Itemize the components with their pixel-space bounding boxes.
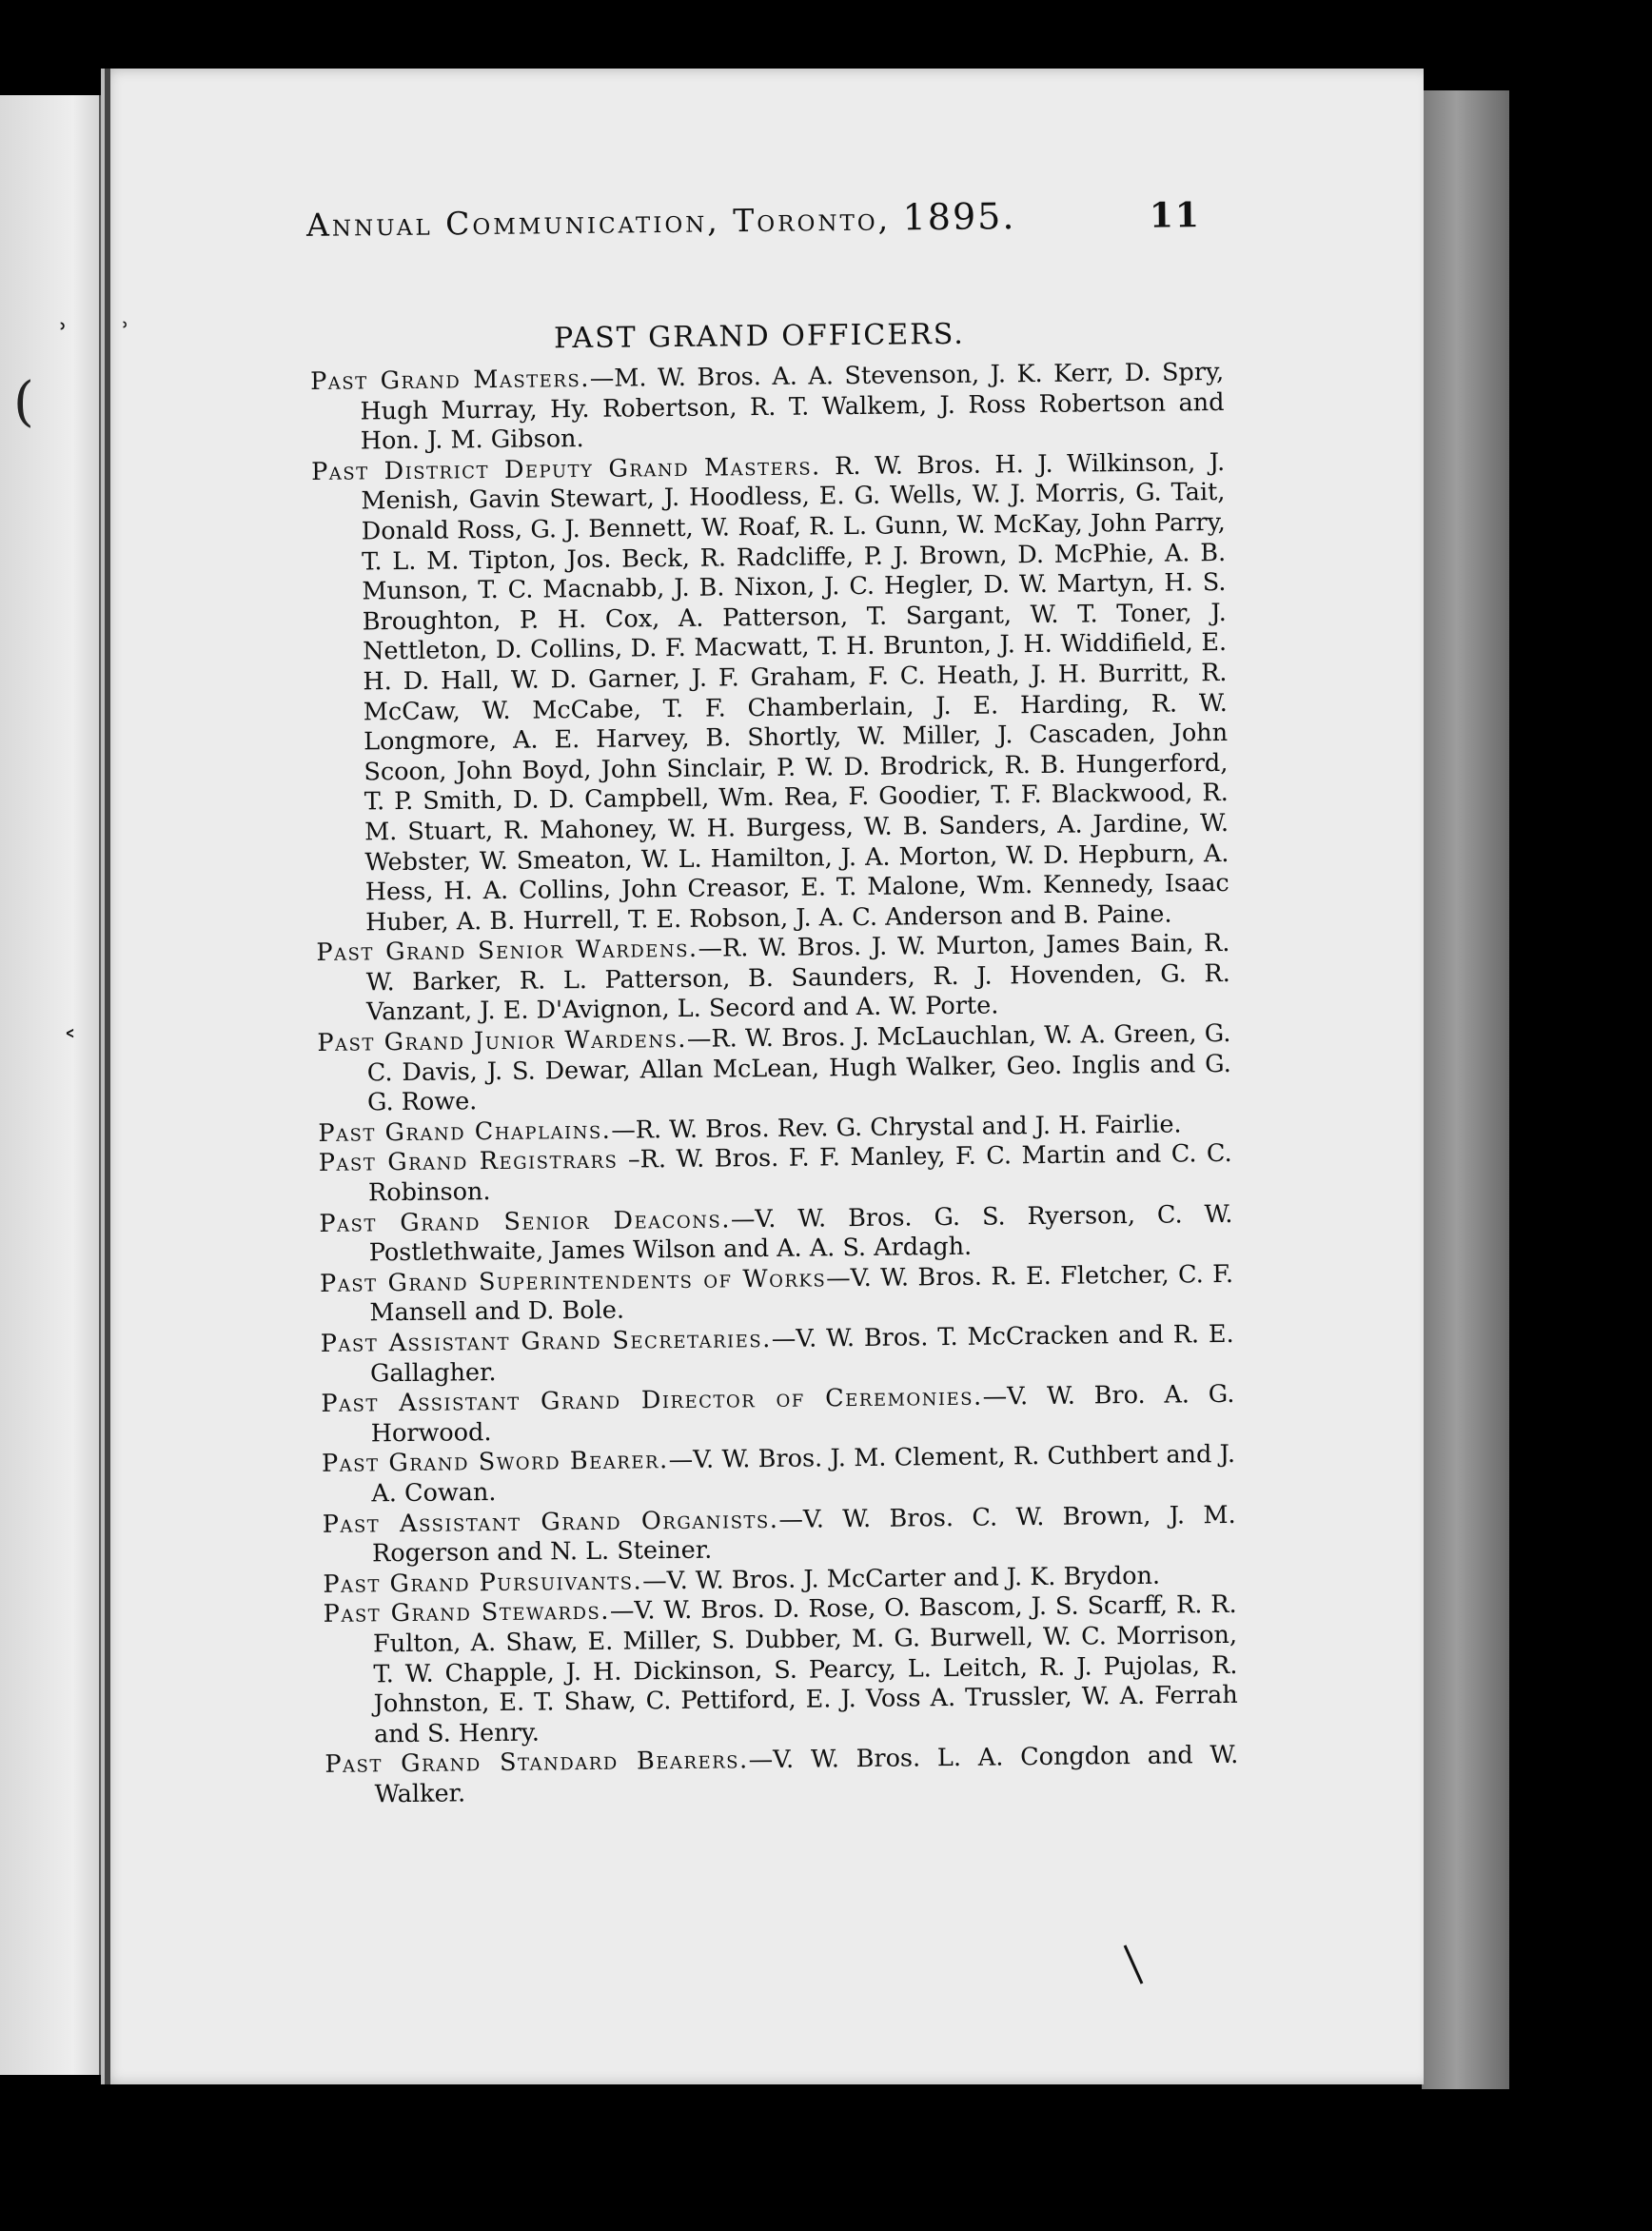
list-item (321, 1380, 1235, 1450)
list-item (310, 447, 1229, 938)
entry-text: —V. W. Bros. R. E. Fletcher, C. F. Mansell and D. Bole. (369, 1259, 1234, 1328)
entry-label: Past Grand Standard Bearers. (324, 1746, 749, 1780)
entry-label: Past Grand Senior Wardens. (316, 935, 698, 968)
margin-mark: ˒ (122, 312, 129, 341)
list-item (319, 1259, 1234, 1330)
entry-label: Past Assistant Grand Organists. (322, 1505, 779, 1539)
list-item (317, 1018, 1231, 1118)
entry-label: Past Grand Sword Bearer. (321, 1446, 669, 1479)
list-item (319, 1199, 1233, 1270)
section-title: PAST GRAND OFFICERS. (553, 317, 965, 356)
entry-label: Past Grand Stewards. (323, 1597, 611, 1629)
entry-label: Past Grand Senior Deacons. (319, 1205, 732, 1238)
entry-text: —V. W. Bros. T. McCracken and R. E. Gallagher. (369, 1319, 1234, 1388)
list-item (322, 1500, 1237, 1570)
list-item (323, 1590, 1239, 1749)
entry-text: —V. W. Bros. G. S. Ryerson, C. W. Postlethwaite, James Wilson and A. A. S. Ardagh. (368, 1199, 1233, 1268)
officers-list (310, 358, 1239, 1810)
list-item (310, 357, 1225, 457)
entry-text: —M. W. Bros. A. A. Stevenson, J. K. Kerr, D. Spry, Hugh Murray, Hy. Robertson, R. T. Walkem, J. Ross Robertson and Hon. J. M. Gibson. (360, 357, 1225, 456)
entry-text: —R. W. Bros. J. W. Murton, James Bain, R. W. Barker, R. L. Patterson, B. Saunders, R. J. Hovenden, G. R. Vanzant, J. E. D'Avignon, L. Secord and A. W. Porte. (365, 929, 1230, 1027)
entry-label: Past District Deputy Grand Masters. (310, 452, 821, 486)
entry-label: Past Assistant Grand Director of Ceremonies. (321, 1382, 983, 1419)
entry-label: Past Grand Superintendents of Works (319, 1264, 827, 1298)
entry-text: —V. W. Bros. J. McCarter and J. K. Brydon. (641, 1561, 1161, 1596)
entry-label: Past Grand Masters. (310, 364, 591, 396)
margin-mark: ˒ (59, 311, 69, 345)
list-item (320, 1319, 1235, 1390)
list-item (324, 1741, 1239, 1810)
margin-mark: ˂ (63, 1027, 77, 1060)
header-year: 1895. (902, 195, 1016, 239)
entry-text: –R. W. Bros. F. F. Manley, F. C. Martin and C. C. Robinson. (367, 1139, 1232, 1208)
entry-text: —V. W. Bros. D. Rose, O. Bascom, J. S. Scarff, R. R. Fulton, A. Shaw, E. Miller, S. Dubber, M. G. Burwell, W. C. Morrison, T. W. Chapple, J. H. Dickinson, S. Pearcy, L. Leitch, R. J. Pujolas, R. Johnston, E. T. Shaw, C. Pettiford, E. J. Voss A. Trussler, W. A. Ferrah and S. Henry. (372, 1590, 1238, 1749)
list-item (318, 1139, 1233, 1209)
margin-bracket: ( (13, 371, 34, 433)
list-item (316, 929, 1230, 1028)
entry-label: Past Assistant Grand Secretaries. (320, 1324, 772, 1358)
entry-text: —V. W. Bros. J. M. Clement, R. Cuthbert and J. A. Cowan. (371, 1440, 1236, 1509)
entry-text: —V. W. Bro. A. G. Horwood. (370, 1380, 1235, 1449)
entry-text: —V. W. Bros. L. A. Congdon and W. Walker. (374, 1741, 1239, 1809)
entry-label: Past Grand Registrars (318, 1146, 619, 1178)
entry-text: —R. W. Bros. J. McLauchlan, W. A. Green, G. C. Davis, J. S. Dewar, Allan McLean, Hugh Walker, Geo. Inglis and G. G. Rowe. (366, 1018, 1231, 1117)
entry-label: Past Grand Pursuivants. (323, 1567, 643, 1599)
page-stack-edge (1422, 90, 1509, 2089)
entry-text: —V. W. Bros. C. W. Brown, J. M. Rogerson and N. L. Steiner. (371, 1500, 1236, 1569)
stray-pen-mark (1121, 1942, 1150, 1989)
list-item (321, 1440, 1236, 1510)
gutter-shadow (105, 69, 110, 2084)
page-number: 11 (1149, 195, 1202, 236)
entry-label: Past Grand Junior Wardens. (317, 1024, 688, 1058)
entry-text: R. W. Bros. H. J. Wilkinson, J. Menish, Gavin Stewart, J. Hoodless, E. G. Wells, W. J. Morris, G. Tait, Donald Ross, G. J. Bennett, W. Roaf, R. L. Gunn, W. McKay, John Parry, T. L. M. Tipton, Jos. Beck, R. Radcliffe, P. J. Brown, D. McPhie, A. B. Munson, T. C. Macnabb, J. B. Nixon, J. C. Hegler, D. W. Martyn, H. S. Broughton, P. H. Cox, A. Patterson, T. Sargant, W. T. Toner, J. Nettleton, D. Collins, D. F. Macwatt, T. H. Brunton, J. H. Widdifield, E. H. D. Hall, W. D. Garner, J. F. Graham, F. C. Heath, J. H. Burritt, R. McCaw, W. McCabe, T. F. Chamberlain, J. E. Harding, R. W. Longmore, A. E. Harvey, B. Shortly, W. Miller, J. Cascaden, John Scoon, John Boyd, John Sinclair, P. W. D. Brodrick, R. B. Hungerford, T. P. Smith, D. D. Campbell, Wm. Rea, F. Goodier, T. F. Blackwood, R. M. Stuart, R. Mahoney, W. H. Burgess, W. B. Sanders, A. Jardine, W. Webster, W. Smeaton, W. L. Hamilton, J. A. Morton, W. D. Hepburn, A. Hess, H. A. Collins, John Creasor, E. T. Malone, Wm. Kennedy, Isaac Huber, A. B. Hurrell, T. E. Robson, J. A. C. Anderson and B. Paine. (361, 447, 1229, 938)
header-title: Annual Communication, Toronto, (305, 200, 892, 244)
entry-text: —R. W. Bros. Rev. G. Chrystal and J. H. Fairlie. (611, 1110, 1182, 1145)
entry-label: Past Grand Chaplains. (318, 1116, 612, 1148)
